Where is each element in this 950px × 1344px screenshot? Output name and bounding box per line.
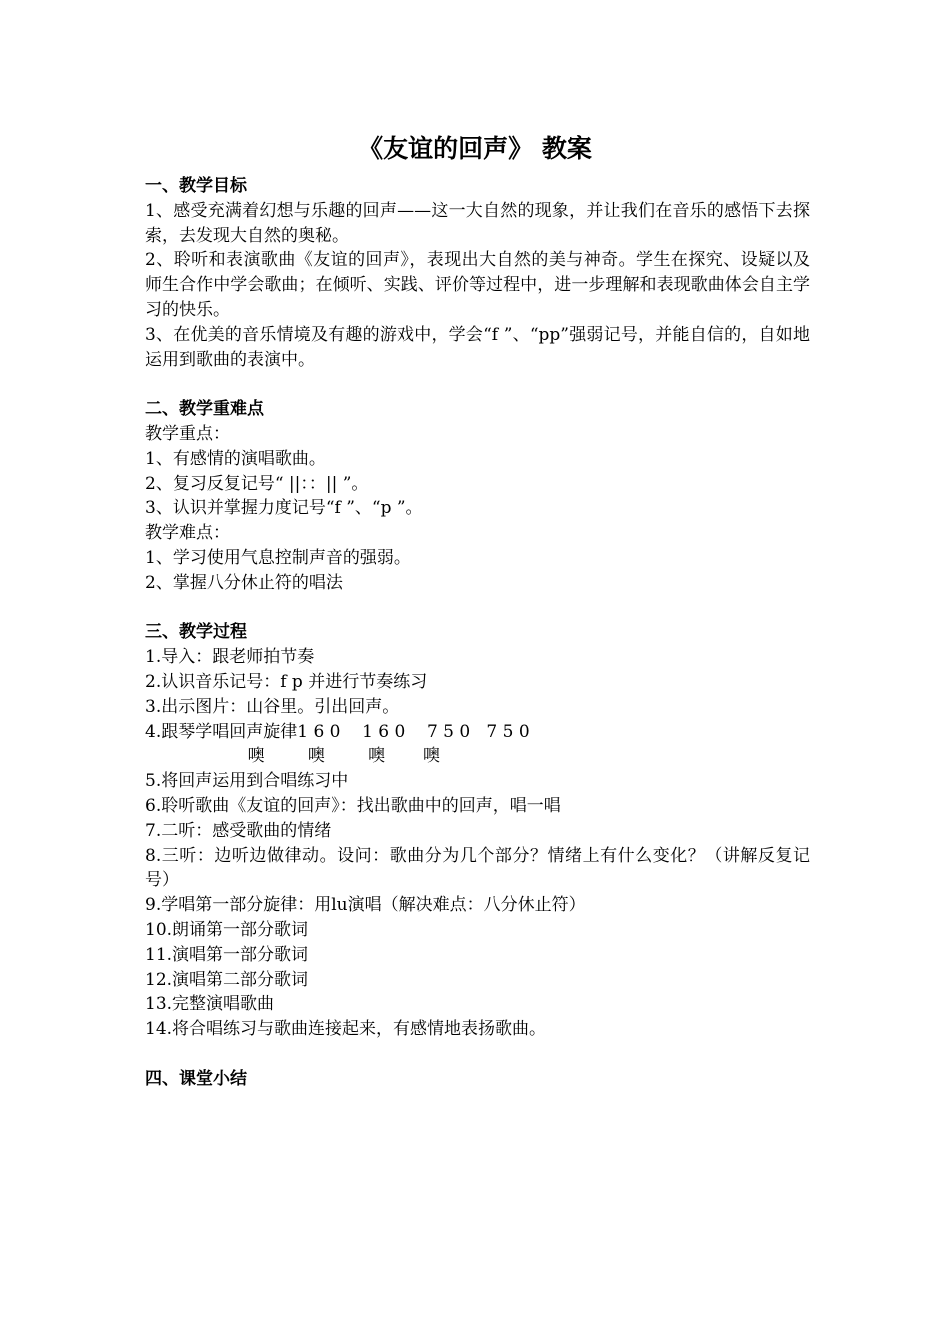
objective-item-3: 3、在优美的音乐情境及有趣的游戏中，学会“f ”、“pp”强弱记号，并能自信的，自如地运用到歌曲的表演中。 [145,324,810,370]
document-body [145,174,810,1091]
document-title: 《友谊的回声》 教案 [358,134,592,163]
focus-item-1: 1、有感情的演唱歌曲。 [145,448,326,469]
focus-label: 教学重点： [145,423,230,444]
spacer [145,596,810,621]
process-step-7: 7.二听：感受歌曲的情绪 [145,820,332,841]
difficulty-item-1: 1、学习使用气息控制声音的强弱。 [145,547,411,568]
process-step-10: 10.朗诵第一部分歌词 [145,919,309,940]
process-step-6: 6.聆听歌曲《友谊的回声》：找出歌曲中的回声，唱一唱 [145,795,561,816]
process-step-2: 2.认识音乐记号：f p 并进行节奏练习 [145,671,428,692]
process-step-5: 5.将回声运用到合唱练习中 [145,771,349,792]
section-heading-summary: 四、课堂小结 [145,1068,247,1089]
spacer [145,372,810,397]
process-step-1: 1.导入：跟老师拍节奏 [145,647,315,668]
process-step-4-melody: 4.跟琴学唱回声旋律1 6 0 1 6 0 7 5 0 7 5 0 [145,721,530,742]
process-step-11: 11.演唱第一部分歌词 [145,944,309,965]
objective-item-1: 1、感受充满着幻想与乐趣的回声——这一大自然的现象，并让我们在音乐的感悟下去探索，去发现大自然的奥秘。 [145,200,810,246]
section-heading-objectives: 一、教学目标 [145,176,247,196]
process-step-4-syllables: 噢 噢 噢 噢 [145,746,440,767]
process-step-8: 8.三听：边听边做律动。设问：歌曲分为几个部分？情绪上有什么变化？（讲解反复记号） [145,845,810,891]
section-heading-process: 三、教学过程 [145,622,247,643]
process-step-13: 13.完整演唱歌曲 [145,994,275,1015]
process-step-12: 12.演唱第二部分歌词 [145,969,309,990]
difficulty-label: 教学难点： [145,523,230,544]
process-step-14: 14.将合唱练习与歌曲连接起来，有感情地表扬歌曲。 [145,1019,547,1040]
process-step-9: 9.学唱第一部分旋律：用lu演唱（解决难点：八分休止符） [145,895,586,916]
objective-item-2: 2、聆听和表演歌曲《友谊的回声》，表现出大自然的美与神奇。学生在探究、设疑以及师生合作中学会歌曲；在倾听、实践、评价等过程中，进一步理解和表现歌曲体会自主学习的快乐。 [145,250,810,320]
section-heading-key-points: 二、教学重难点 [145,399,264,420]
focus-item-3: 3、认识并掌握力度记号“f ”、“p ”。 [145,498,423,519]
process-step-3: 3.出示图片：山谷里。引出回声。 [145,696,400,717]
difficulty-item-2: 2、掌握八分休止符的唱法 [145,572,343,593]
focus-item-2: 2、复习反复记号“ ||：：|| ”。 [145,473,369,494]
spacer [145,1042,810,1067]
